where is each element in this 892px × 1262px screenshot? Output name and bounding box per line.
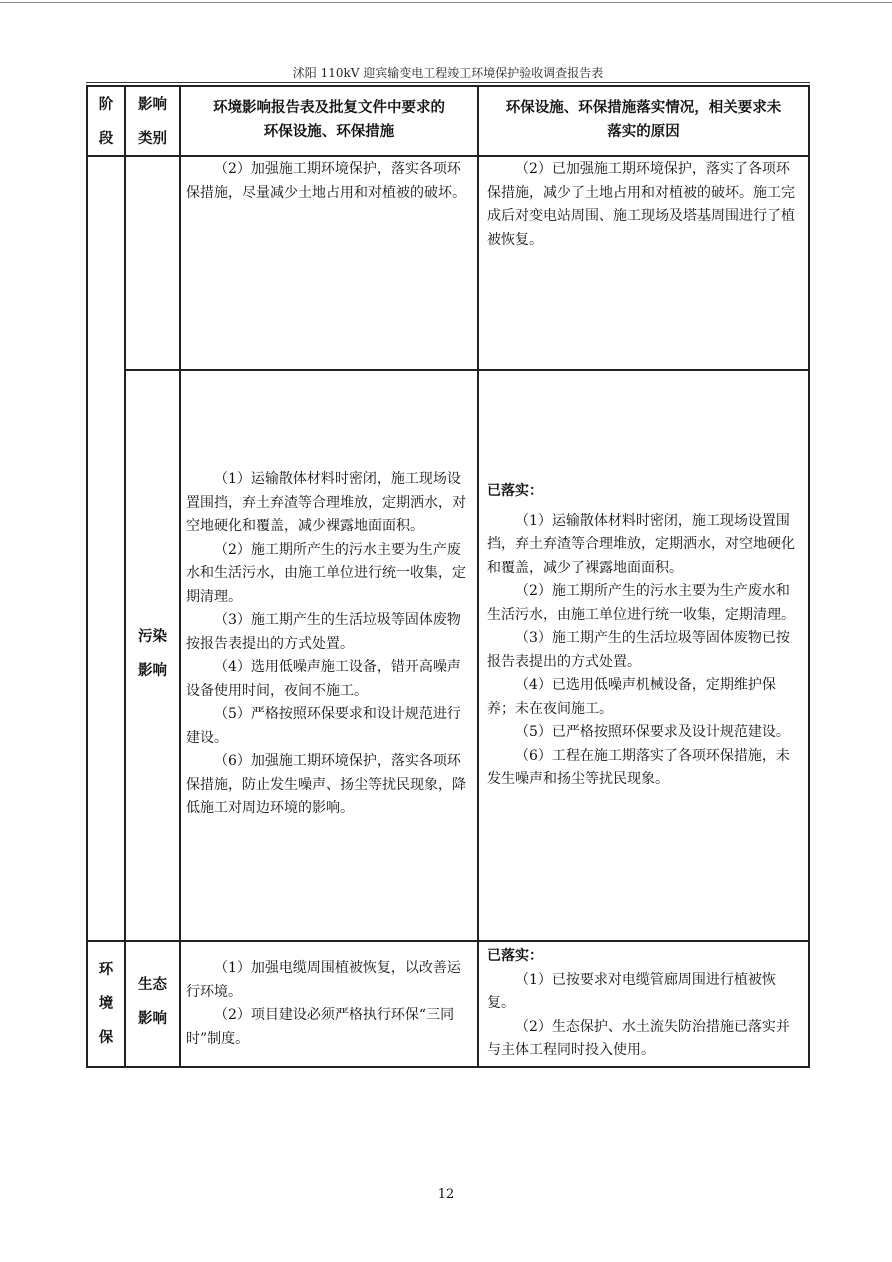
table-border-right xyxy=(808,85,810,1068)
row1-implemented xyxy=(487,158,803,252)
header-stage xyxy=(88,88,124,156)
page-header: 沭阳 110kV 迎宾输变电工程竣工环境保护验收调查报告表 xyxy=(292,66,604,80)
row3-category xyxy=(126,968,179,1036)
implemented-item: （1）已按要求对电缆管廊周围进行植被恢复。 xyxy=(487,971,776,1011)
header-category xyxy=(126,88,179,156)
table-border-left xyxy=(86,85,88,1068)
category-line: 污染 xyxy=(138,628,167,645)
required-item: （1）加强电缆周围植被恢复，以改善运行环境。 xyxy=(186,960,461,1000)
row3-required xyxy=(186,957,472,1051)
implemented-item: （3）施工期产生的生活垃圾等固体废物已按报告表提出的方式处置。 xyxy=(487,630,790,670)
header-implemented-line: 环保设施、环保措施落实情况，相关要求未 xyxy=(505,99,782,116)
table-border-top xyxy=(86,85,810,87)
row-divider-2 xyxy=(86,940,810,942)
header-rule xyxy=(86,82,810,83)
implemented-item: （4）已选用低噪声机械设备，定期维护保养；未在夜间施工。 xyxy=(487,677,776,717)
row3-implemented xyxy=(487,945,803,1063)
header-implemented-line: 落实的原因 xyxy=(607,123,680,140)
column-divider-1 xyxy=(124,85,126,1068)
stage-char: 境 xyxy=(98,995,114,1012)
column-divider-2 xyxy=(179,85,181,1068)
header-category-line: 类别 xyxy=(138,130,167,147)
header-required-line: 环境影响报告表及批复文件中要求的 xyxy=(213,99,445,116)
header-stage-char: 阶 xyxy=(98,96,114,113)
header-category-line: 影响 xyxy=(138,96,167,113)
required-item: （6）加强施工期环境保护，落实各项环保措施，防止发生噪声、扬尘等扰民现象，降低施工对周边环境的影响。 xyxy=(186,753,466,816)
header-row-divider xyxy=(86,155,810,157)
required-item: （2）项目建设必须严格执行环保“三同时”制度。 xyxy=(186,1007,455,1047)
header-stage-char: 段 xyxy=(98,130,114,147)
implemented-item: （2）生态保护、水土流失防治措施已落实并与主体工程同时投入使用。 xyxy=(487,1018,790,1058)
required-item: （1）运输散体材料时密闭，施工现场设置围挡，弃土弃渣等合理堆放，定期洒水，对空地硬化和覆盖，减少裸露地面面积。 xyxy=(186,471,466,534)
implemented-item: （2）施工期所产生的污水主要为生产废水和生活污水，由施工单位进行统一收集，定期清理。 xyxy=(487,583,795,623)
row2-required xyxy=(186,468,472,821)
table-border-bottom xyxy=(86,1066,810,1068)
header-implemented xyxy=(481,96,806,144)
required-item: （4）选用低噪声施工设备，错开高噪声设备使用时间，夜间不施工。 xyxy=(186,659,461,699)
page-number: 12 xyxy=(437,1187,455,1202)
implemented-item: （2）已加强施工期环境保护，落实了各项环保措施，减少了土地占用和对植被的破坏。施工完成后对变电站周围、施工现场及塔基周围进行了植被恢复。 xyxy=(487,161,795,248)
category-line: 影响 xyxy=(138,1010,167,1027)
implemented-item: （1）运输散体材料时密闭，施工现场设置围挡，弃土弃渣等合理堆放，定期洒水，对空地硬化和覆盖，减少了裸露地面面积。 xyxy=(487,512,795,576)
category-line: 生态 xyxy=(138,976,167,993)
row2-category xyxy=(126,620,179,688)
implemented-label: 已落实： xyxy=(487,483,543,499)
required-item: （2）加强施工期环境保护，落实各项环保措施，尽量减少土地占用和对植被的破坏。 xyxy=(186,161,466,201)
stage-char: 保 xyxy=(98,1029,114,1046)
implemented-item: （6）工程在施工期落实了各项环保措施，未发生噪声和扬尘等扰民现象。 xyxy=(487,747,790,787)
category-line: 影响 xyxy=(138,662,167,679)
row1-required xyxy=(186,158,472,205)
header-required xyxy=(183,96,475,144)
row2-implemented xyxy=(487,480,803,792)
required-item: （2）施工期所产生的污水主要为生产废水和生活污水，由施工单位进行统一收集，定期清理。 xyxy=(186,541,466,605)
required-item: （5）严格按照环保要求和设计规范进行建设。 xyxy=(186,706,461,746)
row3-stage xyxy=(88,953,124,1055)
required-item: （3）施工期产生的生活垃圾等固体废物按报告表提出的方式处置。 xyxy=(186,612,461,652)
row-divider-1 xyxy=(125,369,810,371)
header-required-line: 环保设施、环保措施 xyxy=(263,123,395,140)
implemented-label: 已落实： xyxy=(487,948,543,964)
implemented-item: （5）已严格按照环保要求及设计规范建设。 xyxy=(515,724,790,740)
column-divider-3 xyxy=(477,85,479,1068)
top-border xyxy=(0,2,892,3)
stage-char: 环 xyxy=(98,961,114,978)
